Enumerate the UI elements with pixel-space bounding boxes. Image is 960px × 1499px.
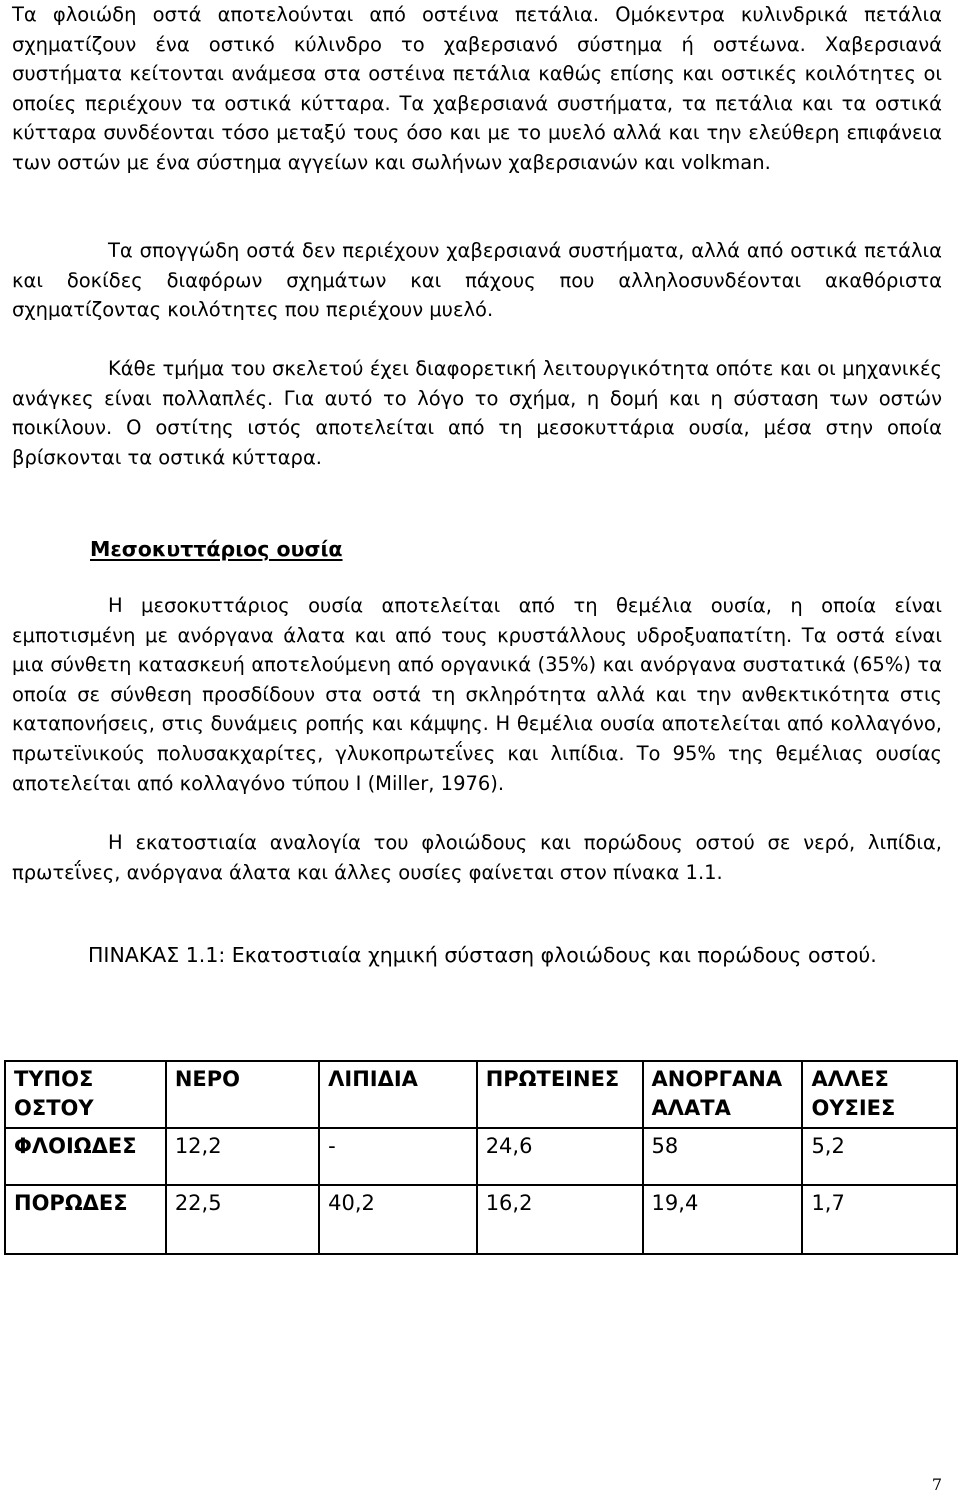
bone-composition-table	[4, 1060, 958, 1255]
paragraph-cancellous-bone: Τα σπογγώδη οστά δεν περιέχουν χαβερσιανά συστήματα, αλλά από οστικά πετάλια και δοκίδες διαφόρων σχημάτων και πάχους που αλληλοσυνδέονται ακαθόριστα σχηματίζοντας κοιλότητες που περιέχουν μυελό.	[12, 239, 942, 322]
table-header-cell: ΛΙΠΙΔΙΑ	[319, 1061, 477, 1128]
table-row	[5, 1185, 957, 1254]
section-heading: Μεσοκυττάριος ουσία	[90, 537, 343, 561]
paragraph-table-reference: Η εκατοστιαία αναλογία του φλοιώδους και πορώδους οστού σε νερό, λιπίδια, πρωτεΐνες, ανόργανα άλατα και άλλες ουσίες φαίνεται στον πίνακα 1.1.	[12, 831, 942, 884]
paragraph-cortical-bone: Τα φλοιώδη οστά αποτελούνται από οστέινα πετάλια. Ομόκεντρα κυλινδρικά πετάλια σχηματίζουν ένα οστικό κύλινδρο το χαβερσιανό σύστημα ή οστέωνα. Χαβερσιανά συστήματα κείτονται ανάμεσα στα οστέινα πετάλια καθώς επίσης και οστικές κοιλότητες οι οποίες περιέχουν τα οστικά κύτταρα. Τα χαβερσιανά συστήματα, τα πετάλια και τα οστικά κύτταρα συνδέονται τόσο μεταξύ τους όσο και με το μυελό αλλά και την ελεύθερη επιφάνεια των οστών με ένα σύστημα αγγείων και σωλήνων χαβερσιανών και volkman.	[12, 3, 942, 174]
table-cell: 58	[643, 1128, 803, 1185]
table-header-cell: ΝΕΡΟ	[166, 1061, 319, 1128]
paragraph-skeleton-function: Κάθε τμήμα του σκελετού έχει διαφορετική λειτουργικότητα οπότε και οι μηχανικές ανάγκες είναι πολλαπλές. Για αυτό το λόγο το σχήμα, η δομή και η σύσταση των οστών ποικίλουν. Ο οστίτης ιστός αποτελείται από τη μεσοκυττάρια ουσία, μέσα στην οποία βρίσκονται τα οστικά κύτταρα.	[12, 357, 942, 469]
table-row-label: ΦΛΟΙΩΔΕΣ	[5, 1128, 166, 1185]
table-header-cell: ΑΝΟΡΓΑΝΑ ΑΛΑΤΑ	[643, 1061, 803, 1128]
table-cell: 24,6	[477, 1128, 643, 1185]
table-cell: 5,2	[802, 1128, 957, 1185]
table-header-cell: ΠΡΩΤΕΙΝΕΣ	[477, 1061, 643, 1128]
table-cell: 1,7	[802, 1185, 957, 1254]
table-header-cell: ΤΥΠΟΣ ΟΣΤΟΥ	[5, 1061, 166, 1128]
table-row-label: ΠΟΡΩΔΕΣ	[5, 1185, 166, 1254]
table-cell: 19,4	[643, 1185, 803, 1254]
table-cell: 16,2	[477, 1185, 643, 1254]
table-caption: ΠΙΝΑΚΑΣ 1.1: Εκατοστιαία χημική σύσταση φλοιώδους και πορώδους οστού.	[88, 943, 877, 967]
table-cell: 12,2	[166, 1128, 319, 1185]
table-cell: 40,2	[319, 1185, 477, 1254]
table-cell: -	[319, 1128, 477, 1185]
table-header-row	[5, 1061, 957, 1128]
paragraph-intercellular-substance: Η μεσοκυττάριος ουσία αποτελείται από τη θεμέλια ουσία, η οποία είναι εμποτισμένη με ανόργανα άλατα και από τους κρυστάλλους υδροξυαπατίτη. Τα οστά είναι μια σύνθετη κατασκευή αποτελούμενη από οργανικά (35%) και ανόργανα συστατικά (65%) τα οποία σε σύνθεση προσδίδουν στα οστά τη σκληρότητα αλλά και την ανθεκτικότητα στις καταπονήσεις, στις δυνάμεις ροπής και κάμψης. Η θεμέλια ουσία αποτελείται από κολλαγόνο, πρωτεϊνικούς πολυσακχαρίτες, γλυκοπρωτεΐνες και λιπίδια. Το 95% της θεμέλιας ουσίας αποτελείται από κολλαγόνο τύπου I (Miller, 1976).	[12, 594, 942, 795]
table-cell: 22,5	[166, 1185, 319, 1254]
page-number: 7	[931, 1475, 942, 1494]
table-header-cell: ΑΛΛΕΣ ΟΥΣΙΕΣ	[802, 1061, 957, 1128]
table-row	[5, 1128, 957, 1185]
